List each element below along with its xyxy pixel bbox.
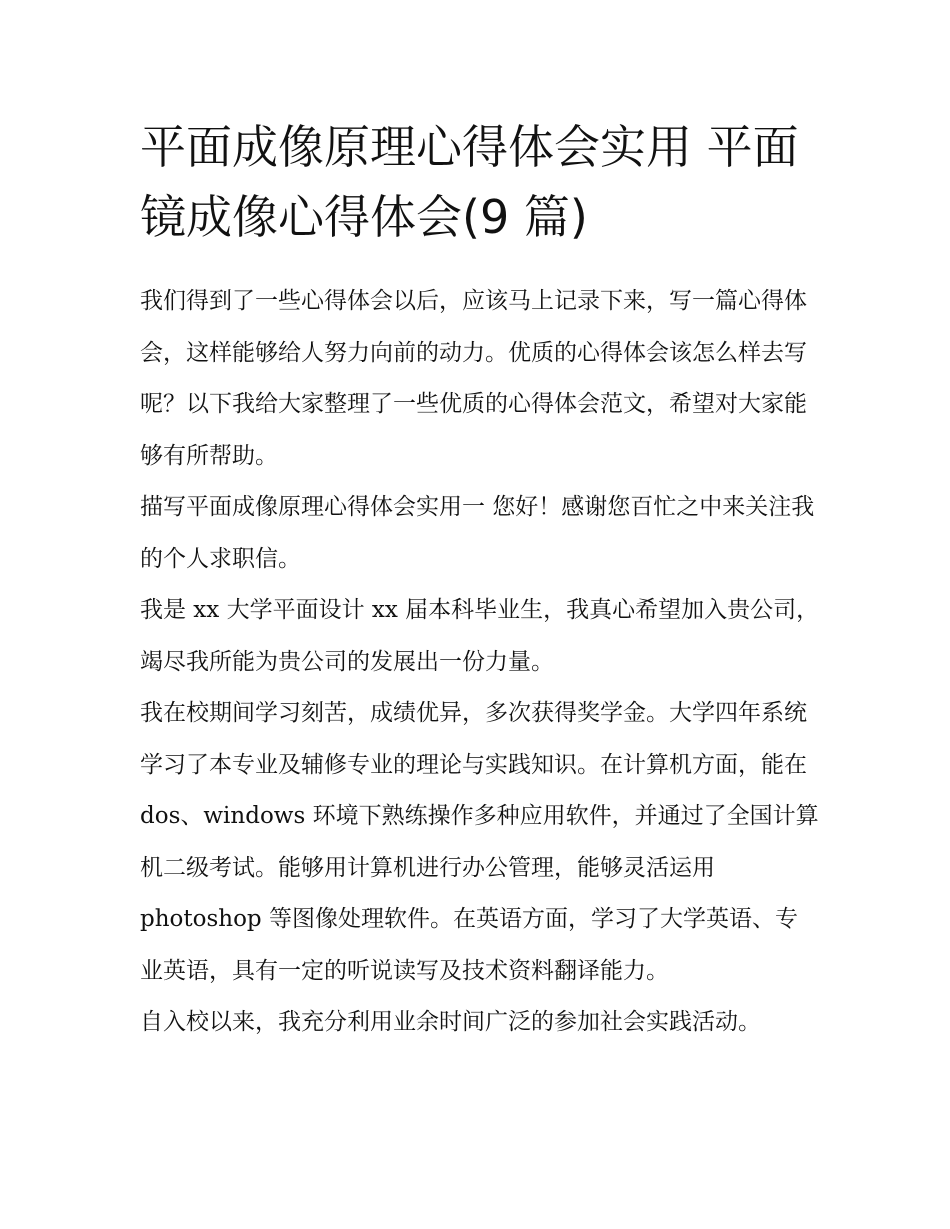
document-body <box>140 276 820 1049</box>
paragraph-intro: 我们得到了一些心得体会以后，应该马上记录下来，写一篇心得体会，这样能够给人努力向前的动力。优质的心得体会该怎么样去写呢？以下我给大家整理了一些优质的心得体会范文，希望对大家能够有所帮助。 <box>140 288 807 469</box>
paragraph-self-introduction: 我是 xx 大学平面设计 xx 届本科毕业生，我真心希望加入贵公司，竭尽我所能为贵公司的发展出一份力量。 <box>140 597 820 675</box>
paragraph-greeting: 描写平面成像原理心得体会实用一 您好！感谢您百忙之中来关注我的个人求职信。 <box>140 494 815 572</box>
paragraph-practice-activities: 自入校以来，我充分利用业余时间广泛的参加社会实践活动。 <box>140 1009 761 1035</box>
paragraph-study-experience: 我在校期间学习刻苦，成绩优异，多次获得奖学金。大学四年系统学习了本专业及辅修专业的理论与实践知识。在计算机方面，能在 dos、windows 环境下熟练操作多种应用软件，并通过了全国计算机二级考试。能够用计算机进行办公管理，能够灵活运用 photoshop 等图像处理软件。在英语方面，学习了大学英语、专业英语，具有一定的听说读写及技术资料翻译能力。 <box>140 700 819 984</box>
document-title: 平面成像原理心得体会实用 平面镜成像心得体会(9 篇) <box>140 120 799 244</box>
